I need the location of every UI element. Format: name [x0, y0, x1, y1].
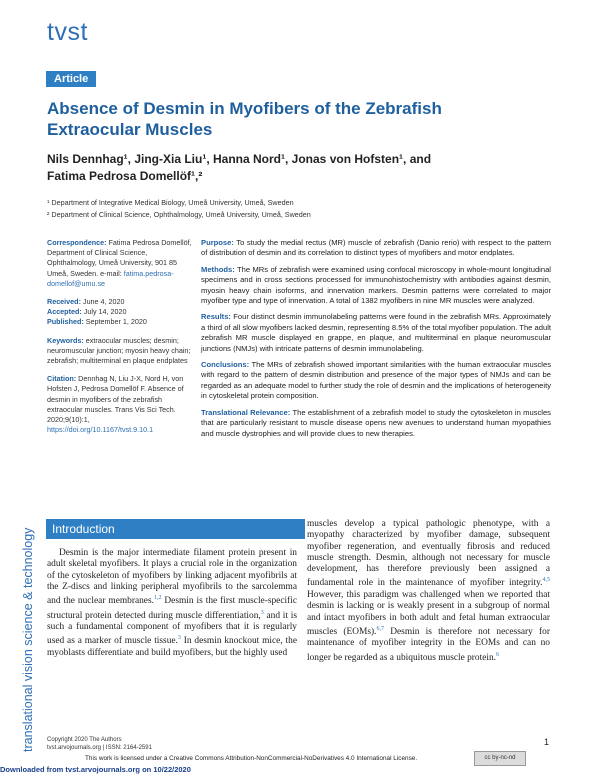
intro-p1-text-a: Desmin is the major intermediate filament protein present in adult skeletal myofibers. It plays a crucial role in the organization of the cytoskeleton of myofibers by linking adjacent myofibrils at the Z-discs and linking peripheral myofibrils to the sarcolemma and the nuclear membranes.: [47, 548, 297, 607]
abstract-results: [201, 312, 551, 354]
intro-p2-text-b: However, this paradigm was challenged when we reported that desmin is lacking or is weakly present in a subgroup of normal and intact myofibers in both adult and fetal human extraocular muscles (EOMs).: [307, 589, 550, 637]
keywords-text: extraocular muscles; desmin; neuromuscular junction; myosin heavy chain; zebrafish; multiterminal en plaque endplates: [47, 335, 191, 366]
license-statement[interactable]: This work is licensed under a Creative Commons Attribution-NonCommercial-NoDerivatives 4.0 International License.: [85, 755, 418, 762]
conclusions-label: Conclusions:: [201, 360, 250, 370]
journal-logo: tvst: [47, 18, 88, 46]
issn: tvst.arvojournals.org | ISSN: 2164-2591: [47, 745, 152, 751]
doi-link[interactable]: https://doi.org/10.1167/tvst.9.10.1: [47, 425, 154, 435]
intro-p2-text-c: Desmin is therefore not necessary for maintenance of myofiber integrity in the EOMs and can no longer be regarded as a ubiquitous muscle protein.: [307, 626, 550, 663]
affiliation-1: ¹ Department of Integrative Medical Biology, Umeå University, Umeå, Sweden: [47, 198, 294, 207]
published-date: September 1, 2020: [85, 317, 147, 327]
affiliations: [47, 197, 311, 221]
keywords: [47, 336, 197, 367]
accepted-date: July 14, 2020: [83, 307, 127, 317]
translational-text: The establishment of a zebrafish model to study the cytoskeleton in muscles that are particularly resistant to muscle disease opens new avenues to understand human myopathies and muscle dystrophies and will provide clues to new therapies.: [201, 407, 551, 438]
citation-text: Dennhag N, Liu J-X, Nord H, von Hofsten J, Pedrosa Domellöf F. Absence of desmin in myofibers of the zebrafish extraocular muscles. Trans Vis Sci Tech. 2020;9(10):1,: [47, 374, 184, 425]
abstract-conclusions: [201, 360, 551, 402]
methods-label: Methods:: [201, 264, 235, 274]
sidebar-journal-name: translational vision science & technology: [21, 527, 35, 752]
citation-label: Citation:: [47, 374, 77, 384]
authors-line-1: Nils Dennhag¹, Jing-Xia Liu¹, Hanna Nord¹, Jonas von Hofsten¹, and: [47, 152, 432, 166]
intro-paragraph-1: [47, 548, 297, 659]
page-footer: [47, 736, 152, 752]
reference-link[interactable]: 3: [177, 635, 181, 642]
correspondence: [47, 238, 197, 289]
intro-p1-text-d: In desmin knockout mice, the myoblasts differentiate and build myofibers, but the highly used: [47, 636, 297, 658]
title-line-1: Absence of Desmin in Myofibers of the Zebrafish: [47, 99, 442, 118]
accepted-label: Accepted:: [47, 307, 82, 317]
intro-p1-text-b: Desmin is the first muscle-specific structural protein detected during muscle differentiation,: [47, 596, 297, 621]
received-label: Received:: [47, 297, 81, 307]
intro-p1-text-c: and it is such a fundamental component of myofibers that it is regularly used as a marker of muscle tissue.: [47, 610, 298, 647]
title-line-2: Extraocular Muscles: [47, 120, 213, 139]
article-info-column: [47, 238, 197, 443]
abstract: [201, 238, 551, 445]
page-number: 1: [544, 737, 550, 747]
intro-paragraph-2: [307, 519, 550, 664]
citation: [47, 374, 197, 435]
results-label: Results:: [201, 312, 231, 322]
reference-link[interactable]: 3: [260, 609, 264, 616]
author-list: [47, 151, 487, 185]
article-type-badge: Article: [46, 71, 96, 87]
results-text: Four distinct desmin immunolabeling patterns were found in the zebrafish MRs. Approximately a third of all slow myofibers lacked desmin, representing 8.5% of the total myofiber population. The adult zebrafish MR muscle displayed en grappe, en plaque, and multiterminal en plaque neuromuscular junctions (NMJs) with intricate patterns of desmin immunolabeling.: [201, 312, 551, 353]
article-title: [47, 98, 507, 140]
download-stamp: Downloaded from tvst.arvojournals.org on 10/22/2020: [0, 765, 191, 774]
reference-link[interactable]: 6,7: [376, 625, 385, 632]
conclusions-text: The MRs of zebrafish showed important similarities with the human extraocular muscles with regard to the pattern of desmin distribution and presence of the major types of NMJs and can be regarded as an adequate model to further study the role of desmin and the implications of heterogeneity in cytoskeletal protein composition.: [201, 360, 551, 401]
keywords-label: Keywords:: [47, 335, 84, 345]
reference-link[interactable]: 1,2: [153, 595, 162, 602]
intro-p2-text-a: muscles develop a typical pathologic phenotype, with a myopathy characterized by myofiber damage, subsequent myofiber regeneration, and eventually fibrosis and reduced muscle strength. Desmin, although not necessary for muscle development, has therefore previously been assigned a fundamental role in the maintenance of myofiber integrity.: [307, 519, 550, 589]
correspondence-label: Correspondence:: [47, 238, 107, 247]
affiliation-2: ² Department of Clinical Science, Ophthalmology, Umeå University, Umeå, Sweden: [47, 210, 311, 219]
published-label: Published:: [47, 317, 84, 327]
dates: [47, 297, 197, 328]
abstract-purpose: [201, 238, 551, 259]
methods-text: The MRs of zebrafish were examined using confocal microscopy in whole-mount longitudinal specimens and in cross sections processed for immunohistochemistry with antibodies against desmin, myosin heavy chain isoforms, and innervation markers. Desmin patterns were correlated to major myofiber type and type of innervation. A total of 1382 myofibers in nine MR muscles were analyzed.: [201, 264, 551, 306]
reference-link[interactable]: 6: [496, 651, 500, 658]
cc-license-icon[interactable]: cc by-nc-nd: [474, 751, 526, 766]
authors-line-2: Fatima Pedrosa Domellöf¹,²: [47, 169, 203, 183]
reference-link[interactable]: 4,5: [542, 577, 550, 584]
journal-sidebar: [18, 505, 38, 755]
email-link[interactable]: fatima.pedrosa-domellof@umu.se: [47, 268, 174, 288]
received-date: June 4, 2020: [82, 297, 125, 307]
abstract-methods: [201, 265, 551, 307]
purpose-text: To study the medial rectus (MR) muscle of zebrafish (Danio rerio) with respect to the pattern of distribution of desmin and its correlation to distinct types of myofibers and motor endplates.: [201, 238, 551, 258]
copyright: Copyright 2020 The Authors: [47, 737, 122, 743]
abstract-translational: [201, 408, 551, 439]
purpose-label: Purpose:: [201, 238, 234, 247]
correspondence-text: Fatima Pedrosa Domellöf, Department of Clinical Science, Ophthalmology, Umeå University, 901 85 Umeå, Sweden. e-mail:: [47, 238, 192, 278]
translational-label: Translational Relevance:: [201, 407, 291, 417]
section-heading-introduction: Introduction: [46, 519, 305, 539]
